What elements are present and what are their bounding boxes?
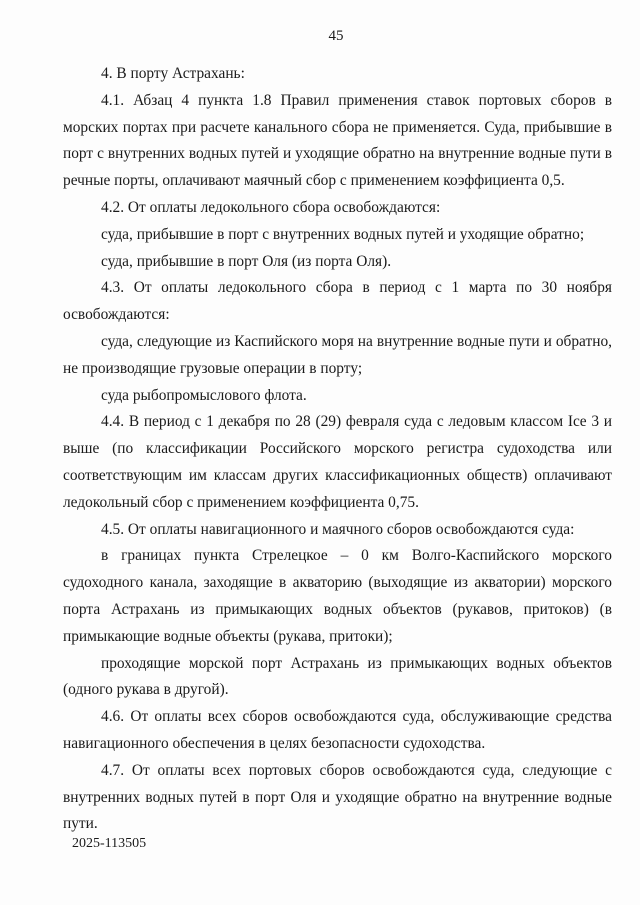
list-item: суда, следующие из Каспийского моря на внутренние водные пути и обратно, не производящие грузовые операции в порту; [63,332,612,377]
paragraph-4-5: 4.5. От оплаты навигационного и маячного сборов освобождаются суда: [101,520,575,538]
list-item: суда рыбопромыслового флота. [101,386,307,404]
paragraph-4-6: 4.6. От оплаты всех сборов освобождаются суда, обслуживающие средства навигационного обеспечения в целях безопасности судоходства. [63,708,612,752]
paragraph-4-7: 4.7. От оплаты всех портовых сборов освобождаются суда, следующие с внутренних водных путей в порт Оля и уходящие обратно на внутренние водные пути. [63,761,612,833]
list-item: суда, прибывшие в порт с внутренних водных путей и уходящие обратно; [101,225,585,243]
section-heading: 4. В порту Астрахань: [101,65,245,82]
list-item: проходящие морской порт Астрахань из примыкающих водных объектов (одного рукава в другой). [63,654,612,699]
paragraph-4-4: 4.4. В период с 1 декабря по 28 (29) февраля суда с ледовым классом Ice 3 и выше (по классификации Российского морского регистра судоходства или соответствующим им классам других классификационных обществ) оплачивают ледокольный сбор с применением коэффициента 0,75. [63,413,612,511]
paragraph-4-2: 4.2. От оплаты ледокольного сбора освобождаются: [101,198,441,216]
page-number: 45 [328,28,344,44]
paragraph-4-1: 4.1. Абзац 4 пункта 1.8 Правил применения ставок портовых сборов в морских портах при расчете канального сбора не применяется. Суда, прибывшие в порт с внутренних водных путей и уходящие обратно на внутренние водные пути в речные порты, оплачивают маячный сбор с применением коэффициента 0,5. [63,91,612,190]
paragraph-4-3: 4.3. От оплаты ледокольного сбора в период с 1 марта по 30 ноября освобождаются: [63,279,612,324]
document-body [63,61,612,838]
list-item: в границах пункта Стрелецкое – 0 км Волго-Каспийского морского судоходного канала, заходящие в акваторию (выходящие из акватории) морского порта Астрахань из примыкающих водных объектов (рукавов, притоков) (в примыкающие водные объекты (рукава, притоки); [63,547,612,645]
document-id: 2025-113505 [72,836,147,851]
list-item: суда, прибывшие в порт Оля (из порта Оля). [101,252,392,270]
